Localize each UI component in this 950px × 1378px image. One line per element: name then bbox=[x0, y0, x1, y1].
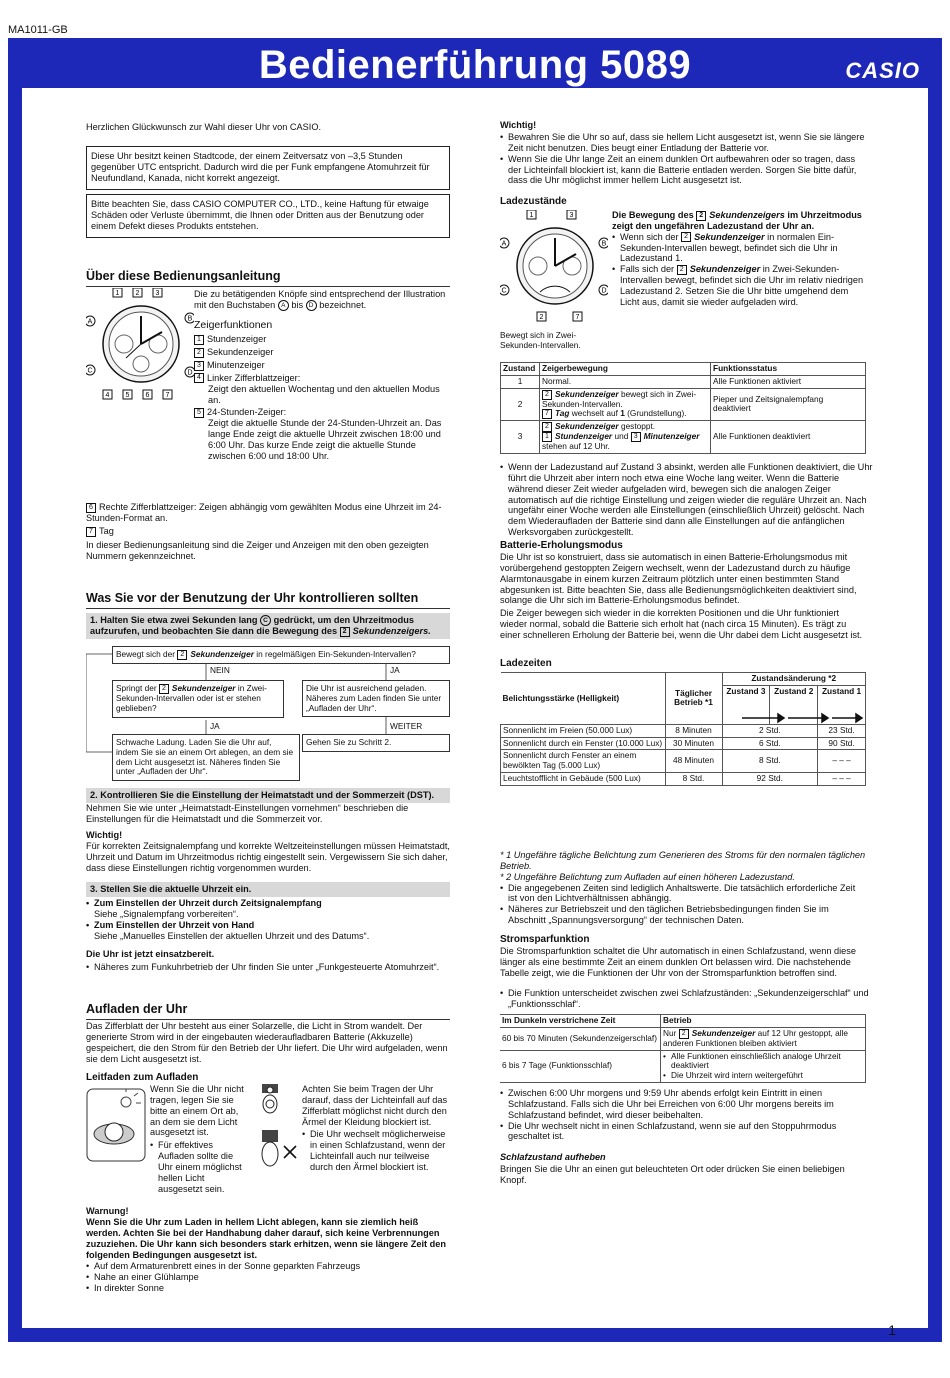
table-row: Sonnenlicht durch Fenster an einem bewölkten Tag (5.000 Lux) 48 Minuten 8 Std. – – – bbox=[501, 750, 866, 773]
svg-text:B: B bbox=[187, 315, 193, 323]
levels-caption: Bewegt sich in Zwei-Sekunden-Intervallen. bbox=[500, 330, 581, 350]
intro-text: Herzlichen Glückwunsch zur Wahl dieser Uhr von CASIO. bbox=[86, 122, 322, 132]
step-3-list: • Zum Einstellen der Uhrzeit durch Zeitsignalempfang Siehe „Signalempfang vorbereiten“. • Zum Einstellen der Uhrzeit von Hand Siehe „Manuelles Einstellen der aktuellen Uhrzeit und des Datums“. bbox=[86, 898, 450, 941]
recovery-heading: Batterie-Erholungsmodus bbox=[500, 540, 623, 551]
check-heading: Was Sie vor der Benutzung der Uhr kontrollieren sollten bbox=[86, 591, 450, 609]
table-row: 6 bis 7 Tage (Funktionsschlaf) • Alle Funktionen einschließlich analoge Uhrzeit deaktiviert • Die Uhrzeit wird intern weitergeführt bbox=[500, 1050, 866, 1082]
svg-text:2: 2 bbox=[135, 290, 140, 297]
ready-note: • Näheres zum Funkuhrbetrieb der Uhr finden Sie unter „Funkgesteuerte Atomuhrzeit“. bbox=[86, 962, 458, 973]
step-2-wichtig-label: Wichtig! bbox=[86, 830, 123, 840]
svg-text:D: D bbox=[187, 369, 193, 377]
flow-jump-box: Springt der 2 Sekundenzeiger in Zwei-Sekunden-Intervallen oder ist er stehen geblieben? bbox=[112, 680, 284, 718]
notice-box-utc bbox=[86, 146, 450, 190]
charge-heading: Aufladen der Uhr bbox=[86, 1002, 450, 1020]
num-3: 3 bbox=[194, 361, 204, 371]
hand-6-row: 6 Rechte Zifferblattzeiger: Zeigen abhängig vom gewählten Modus eine Uhrzeit im 24-Stunden-Format an. bbox=[86, 502, 442, 523]
hand-5-label: 24-Stunden-Zeiger: bbox=[207, 407, 287, 418]
hand-4-desc: Zeigt den aktuellen Wochentag und den aktuellen Modus an. bbox=[208, 383, 440, 405]
table-row: 1 Normal. Alle Funktionen aktiviert bbox=[501, 375, 866, 388]
hand-6-desc: Zeigen abhängig vom gewählten Modus eine Uhrzeit im 24-Stunden-Format an. bbox=[86, 502, 442, 523]
flow-question: Bewegt sich der 2 Sekundenzeiger in regelmäßigen Ein-Sekunden-Intervallen? bbox=[112, 646, 450, 664]
sleeve-icon bbox=[256, 1084, 300, 1176]
table-row: 2 2 Sekundenzeiger bewegt sich in Zwei-Sekunden-Intervallen. 7 Tag wechselt auf 1 (Grundstellung). Pieper und Zeitsignalempfang deaktiviert bbox=[501, 388, 866, 421]
button-d-icon: D bbox=[306, 300, 317, 311]
hand-4-label: Linker Zifferblattzeiger: bbox=[207, 372, 301, 383]
step-3-item-signal: • Zum Einstellen der Uhrzeit durch Zeitsignalempfang bbox=[86, 898, 450, 909]
hand-1: Stundenzeiger bbox=[207, 334, 267, 345]
guide-heading: Leitfaden zum Aufladen bbox=[86, 1072, 199, 1083]
svg-text:4: 4 bbox=[105, 392, 110, 399]
svg-text:6: 6 bbox=[145, 392, 150, 399]
right-wichtig-label: Wichtig! bbox=[500, 120, 537, 130]
step-3: 3. Stellen Sie die aktuelle Uhrzeit ein. bbox=[86, 882, 450, 897]
levels-intro: Die Bewegung des 2 Sekundenzeigers im Uhrzeitmodus zeigt den ungefähren Ladezustand der Uhr an. bbox=[612, 210, 862, 231]
svg-text:7: 7 bbox=[575, 314, 580, 321]
notice-box-liability bbox=[86, 194, 450, 238]
table-row: 3 2 Sekundenzeiger gestoppt. 1 Stundenzeiger und 3 Minutenzeiger stehen auf 12 Uhr. Alle Funktionen deaktiviert bbox=[501, 421, 866, 454]
flow-ja-2: JA bbox=[210, 721, 220, 731]
svg-text:5: 5 bbox=[125, 392, 130, 399]
table-row: Sonnenlicht im Freien (50.000 Lux) 8 Minuten 2 Std. 23 Std. bbox=[501, 724, 866, 737]
page-title: Bedienerführung 5089 bbox=[258, 43, 692, 87]
charge-text: Das Zifferblatt der Uhr besteht aus einer Solarzelle, die Licht in Strom wandelt. Der generierte Strom wird in der eingebauten wiederaufladbaren Batterie (Akkuzelle) gespeichert, die den Strom für den Betrieb der Uhr liefert. Die Uhr wird aufgeladen, wenn sie dem Licht ausgesetzt ist. bbox=[86, 1021, 448, 1064]
table-row: Zustand 3 Zustand 2 Zustand 1 bbox=[501, 685, 866, 724]
step-2: 2. Kontrollieren Sie die Einstellung der Heimatstadt und der Sommerzeit (DST). bbox=[86, 788, 450, 803]
wake-text: Bringen Sie die Uhr an einen gut beleuchteten Ort oder drücken Sie einen beliebigen Knopf. bbox=[500, 1164, 845, 1185]
flow-charged-box: Die Uhr ist ausreichend geladen. Näheres zum Laden finden Sie unter „Aufladen der Uhr“. bbox=[302, 680, 450, 717]
hand-7-row: 7 Tag bbox=[86, 526, 114, 537]
step-3-item-manual: • Zum Einstellen der Uhrzeit von Hand bbox=[86, 920, 450, 931]
flow-ja: JA bbox=[390, 665, 400, 675]
svg-text:D: D bbox=[601, 287, 607, 295]
hands-heading: Zeigerfunktionen bbox=[194, 318, 273, 331]
svg-text:7: 7 bbox=[165, 392, 170, 399]
ready-text: Die Uhr ist jetzt einsatzbereit. bbox=[86, 949, 215, 959]
hand-6-label: Rechte Zifferblattzeiger: bbox=[99, 502, 197, 512]
table-row: Sonnenlicht durch ein Fenster (10.000 Lux) 30 Minuten 6 Std. 90 Std. bbox=[501, 737, 866, 750]
state-change-arrows bbox=[738, 712, 864, 724]
watch-illustration bbox=[86, 288, 194, 402]
hand-5-desc: Zeigt die aktuelle Stunde der 24-Stunden-Uhrzeit an. Das lange Ende zeigt die aktuelle Uhrzeit zwischen 18:00 und 6:00 Uhr. Das kurze Ende zeigt die aktuelle Stunde zwischen 6:00 und 18:00 Uhr. bbox=[208, 418, 442, 461]
button-a-icon: A bbox=[278, 300, 289, 311]
casio-logo: CASIO bbox=[845, 58, 920, 83]
num-5: 5 bbox=[194, 408, 204, 418]
num-4: 4 bbox=[194, 373, 204, 383]
content-area bbox=[22, 88, 928, 1338]
num-1: 1 bbox=[194, 335, 204, 345]
button-c-icon: C bbox=[260, 615, 271, 626]
save-text: Die Stromsparfunktion schaltet die Uhr automatisch in einen Schlafzustand, wenn diese länger als eine bestimmte Zeit an einem dunklen Ort belassen wird. Die nachstehende Tabelle zeigt, wie die Funktionen der Uhr von der Stromsparfunktion betroffen sind. bbox=[500, 946, 856, 978]
step-1: 1. Halten Sie etwa zwei Sekunden lang C gedrückt, um den Uhrzeitmodus aufzurufen, und beobachten Sie dann die Bewegung des 2 Sekundenzeigers. bbox=[86, 613, 450, 639]
state-table bbox=[500, 362, 866, 454]
label-1: 1 bbox=[115, 290, 120, 297]
svg-text:A: A bbox=[501, 240, 507, 248]
times-heading: Ladezeiten bbox=[500, 658, 552, 669]
about-text: Die zu betätigenden Knöpfe sind entsprechend der Illustration mit den Buchstaben A bis D bezeichnet. bbox=[194, 289, 446, 310]
about-heading: Über diese Bedienungsanleitung bbox=[86, 269, 450, 287]
charging-times-table bbox=[500, 672, 866, 786]
flow-nein: NEIN bbox=[210, 665, 230, 675]
page-frame bbox=[8, 38, 942, 1342]
svg-text:A: A bbox=[87, 318, 93, 326]
warning-text: Wenn Sie die Uhr zum Laden in hellem Licht ablegen, kann sie ziemlich heiß werden. Achten Sie bei der Handhabung daher darauf, sich keine Verbrennungen zuzuziehen. Die Uhr kann sich besonders stark erhitzen, wenn sie längere Zeit den folgenden Bedingungen ausgesetzt ist. bbox=[86, 1217, 446, 1260]
hand-3: Minutenzeiger bbox=[207, 360, 265, 371]
hand-2: Sekundenzeiger bbox=[207, 347, 274, 358]
step-2-wichtig-text: Für korrekten Zeitsignalempfang und korrekte Weltzeiteinstellungen müssen Heimatstadt, Uhrzeit und Datum im Uhrzeitmodus richtig eingestellt sein. Vergewissern Sie sich daher, dass diese Einstellungen richtig vorgenommen wurden. bbox=[86, 841, 450, 873]
flow-weiter: WEITER bbox=[390, 721, 423, 731]
levels-watch-illustration bbox=[500, 210, 608, 322]
svg-text:3: 3 bbox=[155, 290, 160, 297]
warning-list: • Auf dem Armaturenbrett eines in der Sonne geparkten Fahrzeugs • Nahe an einer Glühlampe • In direkter Sonne bbox=[86, 1261, 450, 1294]
manual-note: In dieser Bedienungsanleitung sind die Zeiger und Anzeigen mit den oben gezeigten Nummern gekennzeichnet. bbox=[86, 540, 429, 561]
document-code: MA1011-GB bbox=[8, 24, 68, 36]
table-row: Leuchtstofflicht in Gebäude (500 Lux) 8 Std. 92 Std. – – – bbox=[501, 772, 866, 785]
table-row: 60 bis 70 Minuten (Sekundenzeigerschlaf) Nur 2 Sekundenzeiger auf 12 Uhr gestoppt, alle anderen Funktionen bleiben aktiviert bbox=[500, 1027, 866, 1050]
times-footnotes: * 1 Ungefähre tägliche Belichtung zum Generieren des Stroms für den normalen täglichen Betrieb. * 2 Ungefähre Belichtung zum Aufladen auf einen höheren Ladezustand. • Die angegebenen Zeiten sind lediglich Anhaltswerte. Die tatsächlich erforderliche Zeit ist von den Lichtverhältnissen abhängig. • Näheres zur Betriebszeit und den täglichen Betriebsbedingungen finden Sie im Abschnitt „Spannungsversorgung“ der technischen Daten. bbox=[500, 850, 866, 926]
levels-text bbox=[612, 210, 866, 308]
recovery-text: Die Uhr ist so konstruiert, dass sie automatisch in einen Batterie-Erholungsmodus mit vorübergehend gestoppten Zeigern wechselt, wenn der Ladezustand durch zu häufige Alarmtonausgabe in einem kurzen Zeitraum plötzlich unter einen bestimmten Stand abgesunken ist. Bitte beachten Sie, dass alle Bedienungsmöglichkeiten deaktiviert sind, solange die Uhr sich im Batterie-Erholungsmodus befindet. bbox=[500, 552, 857, 606]
svg-text:B: B bbox=[601, 240, 607, 248]
recovery-text-2: Die Zeiger bewegen sich wieder in die korrekten Positionen und die Uhr funktioniert wieder normal, sobald die Batterie sich erholt hat (nach circa 15 Minuten). Es trägt zu einer schnelleren Erholung der Batterie bei, wenn die Uhr dabei dem Licht ausgesetzt ist. bbox=[500, 608, 863, 640]
table-row: Zustand Zeigerbewegung Funktionsstatus bbox=[501, 363, 866, 376]
guide-1: Wenn Sie die Uhr nicht tragen, legen Sie sie bitte an einem Ort ab, an dem sie dem Licht ausgesetzt ist. • Für effektives Aufladen sollte die Uhr einem möglichst hellen Licht ausgesetzt sein. bbox=[150, 1084, 248, 1195]
step-2-text: Nehmen Sie wie unter „Heimatstadt-Einstellungen vornehmen“ beschrieben die Einstellungen für die Heimatstadt und die Sommerzeit vor. bbox=[86, 803, 409, 824]
flow-weak-box: Schwache Ladung. Laden Sie die Uhr auf, indem Sie sie an einem Ort ablegen, an dem sie dem Licht ausgesetzt ist. Näheres finden Sie unter „Aufladen der Uhr“. bbox=[112, 734, 300, 781]
page-number: 1 bbox=[888, 1322, 896, 1338]
right-wichtig-list: • Bewahren Sie die Uhr so auf, dass sie hellem Licht ausgesetzt ist, wenn Sie sie längere Zeit nicht benutzen. Dies beugt einer Entladung der Batterie vor. • Wenn Sie die Uhr lange Zeit an einem dunklen Ort aufbewahren oder so tragen, dass der Lichteinfall blockiert ist, kann die Batterie entladen werden. Sorgen Sie bitte dafür, dass die Uhr möglichst immer hellem Licht ausgesetzt ist. bbox=[500, 132, 866, 186]
svg-text:C: C bbox=[501, 287, 507, 295]
guide-2: Achten Sie beim Tragen der Uhr darauf, dass der Lichteinfall auf das Zifferblatt möglichst nicht durch den Ärmel der Kleidung blockiert ist. • Die Uhr wechselt möglicherweise in einen Schlafzustand, wenn der Lichteinfall auch nur teilweise durch den Ärmel blockiert ist. bbox=[302, 1084, 450, 1173]
sleep-notes: • Zwischen 6:00 Uhr morgens und 9:59 Uhr abends erfolgt kein Eintritt in einen Schlafzustand. Falls sich die Uhr bei Erreichen von 6:00 Uhr morgens bereits im Schlafzustand befindet, wird dieser beibehalten. • Die Uhr wechselt nicht in einen Schlafzustand, wenn sie auf den Stoppuhrmodus geschaltet ist. bbox=[500, 1088, 866, 1142]
levels-heading: Ladezustände bbox=[500, 196, 567, 207]
svg-text:3: 3 bbox=[569, 212, 574, 219]
svg-text:1: 1 bbox=[529, 212, 534, 219]
num-2: 2 bbox=[194, 348, 204, 358]
table-row: Belichtungsstärke (Helligkeit) Täglicher Betrieb *1 Zustandsänderung *2 bbox=[501, 673, 866, 686]
levels-item-1: • Wenn sich der 2 Sekundenzeiger in normalen Ein-Sekunden-Intervallen bewegt, befindet sich die Uhr in Ladezustand 1. bbox=[612, 232, 866, 265]
sleep-table bbox=[500, 1014, 866, 1083]
save-note: • Die Funktion unterscheidet zwischen zwei Schlafzuständen: „Sekundenzeigerschlaf“ und „Funktionsschlaf“. bbox=[500, 988, 874, 1010]
wake-heading: Schlafzustand aufheben bbox=[500, 1152, 606, 1162]
table-row: Im Dunkeln verstrichene Zeit Betrieb bbox=[500, 1015, 866, 1028]
about-block bbox=[194, 289, 450, 462]
watch-in-light-icon bbox=[86, 1088, 146, 1162]
svg-text:2: 2 bbox=[539, 314, 544, 321]
save-heading: Stromsparfunktion bbox=[500, 934, 590, 945]
notice-liability-text: Bitte beachten Sie, dass CASIO COMPUTER CO., LTD., keine Haftung für etwaige Schäden oder Verluste übernimmt, die Ihnen oder Dritten aus der Benutzung oder einem Defekt dieses Produkts entstehen. bbox=[91, 199, 429, 231]
notice-utc-text: Diese Uhr besitzt keinen Stadtcode, der einem Zeitversatz von –3,5 Stunden gegenüber UTC entspricht. Dadurch wird die per Funk empfangene Atomuhrzeit für Neufundland, Kanada, nicht korrekt angezeigt. bbox=[91, 151, 430, 183]
levels-note: • Wenn der Ladezustand auf Zustand 3 absinkt, werden alle Funktionen deaktiviert, die Uhr führt die Uhrzeit aber intern noch etwa eine Woche lang weiter. Wenn die Batterie während dieser Zeit wieder aufgeladen wird, bewegen sich die analogen Zeiger automatisch auf die richtige Einstellung und zeigen wieder die reguläre Uhrzeit an. Nach ungefähr einer Woche werden alle Einstellungen (einschließlich Uhrzeit) gelöscht. Nach dem Wiederaufladen der Batterie sind dann alle Einstellungen auf die anfänglichen Werksvorgaben zurückgestellt. bbox=[500, 462, 874, 538]
levels-item-2: • Falls sich der 2 Sekundenzeiger in Zwei-Sekunden-Intervallen bewegt, befindet sich die Uhr im relativ niedrigen Ladezustand 2. Setzen Sie die Uhr bitte umgehend dem Licht aus, damit sie wieder aufgeladen wird. bbox=[612, 264, 866, 307]
flow-next-box: Gehen Sie zu Schritt 2. bbox=[302, 734, 450, 752]
svg-text:C: C bbox=[87, 367, 93, 375]
warning-label: Warnung! bbox=[86, 1206, 129, 1216]
